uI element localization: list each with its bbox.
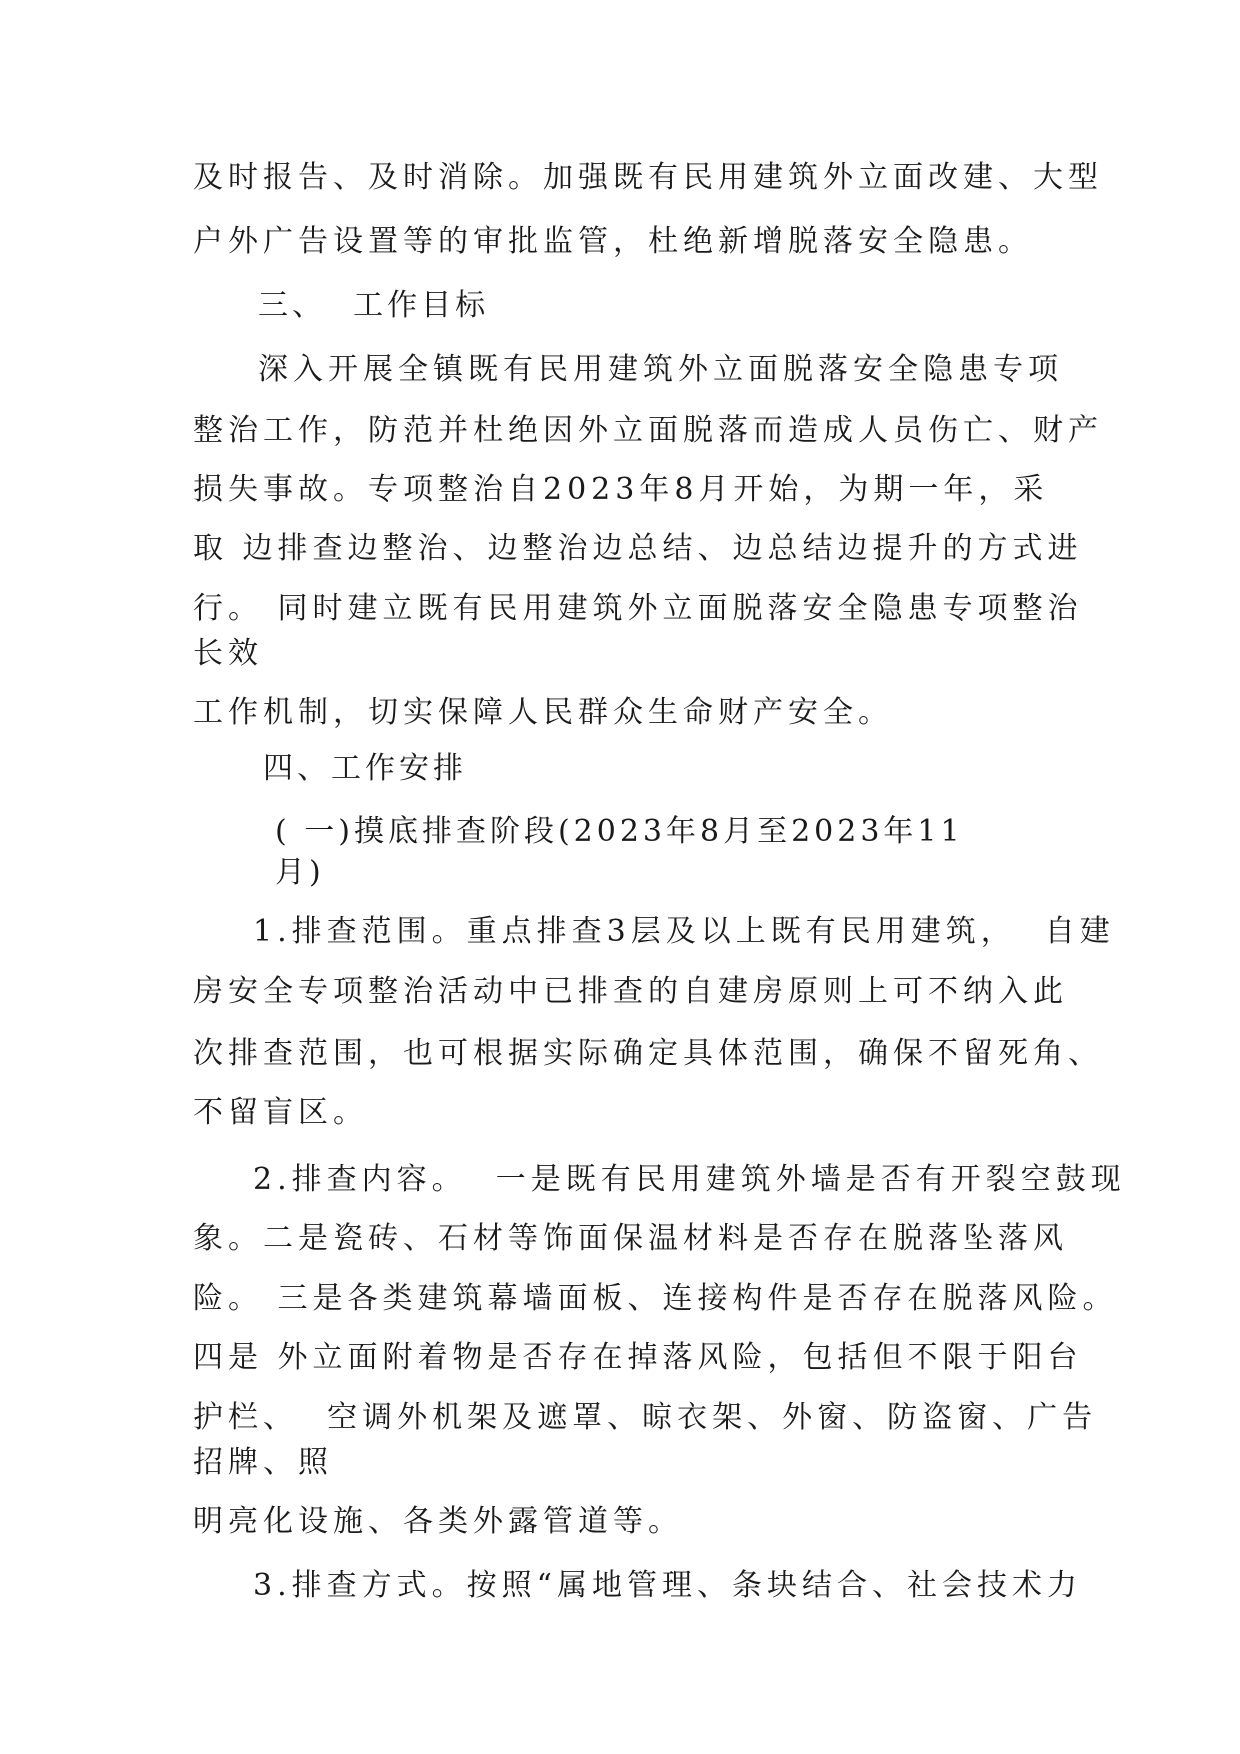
body-text-line: 招牌、照 [193, 1445, 333, 1480]
body-text-line: 长效 [193, 636, 263, 671]
body-text-line: 房安全专项整治活动中已排查的自建房原则上可不纳入此 [193, 974, 1068, 1009]
body-text-line: 3.排查方式。按照“属地管理、条块结合、社会技术力 [253, 1568, 1082, 1603]
body-text-line: 损失事故。专项整治自2023年8月开始，为期一年，采 [193, 472, 1049, 507]
body-text-line: 次排查范围，也可根据实际确定具体范围，确保不留死角、 [193, 1036, 1103, 1071]
subsection-heading: 月) [275, 855, 325, 890]
body-text-line: 及时报告、及时消除。加强既有民用建筑外立面改建、大型 [193, 160, 1103, 195]
subsection-heading: ( 一)摸底排查阶段(2023年8月至2023年11 [275, 814, 964, 849]
body-text-line: 明亮化设施、各类外露管道等。 [193, 1504, 683, 1539]
body-text-line: 深入开展全镇既有民用建筑外立面脱落安全隐患专项 [258, 352, 1063, 387]
body-text-line: 不留盲区。 [193, 1095, 368, 1130]
body-text-line: 整治工作，防范并杜绝因外立面脱落而造成人员伤亡、财产 [193, 413, 1103, 448]
body-text-line: 2.排查内容。 一是既有民用建筑外墙是否有开裂空鼓现 [253, 1162, 1126, 1197]
body-text-line: 象。二是瓷砖、石材等饰面保温材料是否存在脱落坠落风 [193, 1221, 1068, 1256]
body-text-line: 护栏、 空调外机架及遮罩、晾衣架、外窗、防盗窗、广告 [193, 1400, 1098, 1435]
body-text-line: 行。 同时建立既有民用建筑外立面脱落安全隐患专项整治 [193, 591, 1083, 626]
section-heading: 三、 工作目标 [258, 288, 490, 323]
body-text-line: 户外广告设置等的审批监管，杜绝新增脱落安全隐患。 [193, 224, 1033, 259]
body-text-line: 取 边排查边整治、边整治边总结、边总结边提升的方式进 [193, 531, 1083, 566]
body-text-line: 1.排查范围。重点排查3层及以上既有民用建筑， 自建 [253, 914, 1115, 949]
section-heading: 四、工作安排 [263, 751, 467, 786]
body-text-line: 工作机制，切实保障人民群众生命财产安全。 [193, 695, 893, 730]
body-text-line: 险。 三是各类建筑幕墙面板、连接构件是否存在脱落风险。 [193, 1281, 1118, 1316]
body-text-line: 四是 外立面附着物是否存在掉落风险，包括但不限于阳台 [193, 1340, 1083, 1375]
